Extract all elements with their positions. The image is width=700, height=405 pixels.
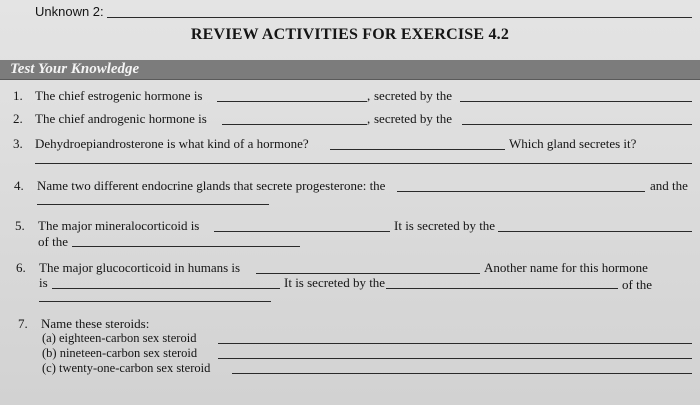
- q5-answer-gland[interactable]: [498, 231, 692, 232]
- question-4-mid: and the: [650, 178, 688, 193]
- question-2-text: The chief androgenic hormone is: [35, 111, 207, 126]
- q3-answer-gland[interactable]: [35, 163, 692, 164]
- q5-answer-region[interactable]: [72, 246, 300, 247]
- question-2-mid: secreted by the: [374, 111, 452, 126]
- steroid-item-c: (c) twenty-one-carbon sex steroid: [42, 361, 211, 375]
- question-1-mid: secreted by the: [374, 88, 452, 103]
- steroid-item-b: (b) nineteen-carbon sex steroid: [42, 346, 198, 360]
- question-number: 3.: [13, 136, 23, 151]
- question-5-text: The major mineralocorticoid is: [38, 218, 200, 233]
- q4-answer-gland-1[interactable]: [397, 191, 645, 192]
- question-4-text: Name two different endocrine glands that secrete progesterone: the: [37, 178, 386, 193]
- question-6-text: The major glucocorticoid in humans is: [39, 260, 241, 275]
- question-number: 7.: [18, 316, 28, 331]
- question-5-cont: of the: [38, 234, 68, 249]
- q1-answer-hormone[interactable]: [217, 101, 367, 102]
- steroid-answer-b[interactable]: [218, 358, 692, 359]
- q5-answer-hormone[interactable]: [214, 231, 390, 232]
- question-number: 6.: [16, 260, 26, 275]
- q6-answer-gland[interactable]: [386, 288, 618, 289]
- question-number: 2.: [13, 111, 23, 126]
- question-3-mid: Which gland secretes it?: [509, 136, 637, 151]
- question-6-cont: is: [39, 275, 48, 290]
- question-6-mid2: It is secreted by the: [284, 275, 386, 290]
- page-title: REVIEW ACTIVITIES FOR EXERCISE 4.2: [190, 26, 510, 43]
- q2-answer-hormone[interactable]: [222, 124, 367, 125]
- steroid-item-a: (a) eighteen-carbon sex steroid: [42, 331, 197, 345]
- q3-answer-type[interactable]: [330, 149, 505, 150]
- q4-answer-gland-2[interactable]: [37, 204, 269, 205]
- unknown-label: Unknown 2:: [35, 4, 104, 19]
- question-3-text: Dehydroepiandrosterone is what kind of a hormone?: [35, 136, 309, 151]
- comma: ,: [367, 111, 371, 126]
- question-number: 4.: [14, 178, 24, 193]
- question-5-mid: It is secreted by the: [394, 218, 496, 233]
- unknown-answer-line[interactable]: [107, 17, 692, 18]
- steroid-answer-a[interactable]: [218, 343, 692, 344]
- section-title: Test Your Knowledge: [10, 61, 140, 77]
- q6-answer-region[interactable]: [39, 301, 271, 302]
- q1-answer-gland[interactable]: [460, 101, 692, 102]
- question-1-text: The chief estrogenic hormone is: [35, 88, 203, 103]
- question-number: 1.: [13, 88, 23, 103]
- question-7-text: Name these steroids:: [41, 316, 150, 331]
- question-6-end: of the: [622, 277, 652, 292]
- q6-answer-other-name[interactable]: [52, 288, 280, 289]
- comma: ,: [367, 88, 371, 103]
- question-6-mid: Another name for this hormone: [484, 260, 648, 275]
- q2-answer-gland[interactable]: [462, 124, 692, 125]
- steroid-answer-c[interactable]: [232, 373, 692, 374]
- q6-answer-hormone[interactable]: [256, 273, 480, 274]
- question-number: 5.: [15, 218, 25, 233]
- section-header: [0, 60, 700, 80]
